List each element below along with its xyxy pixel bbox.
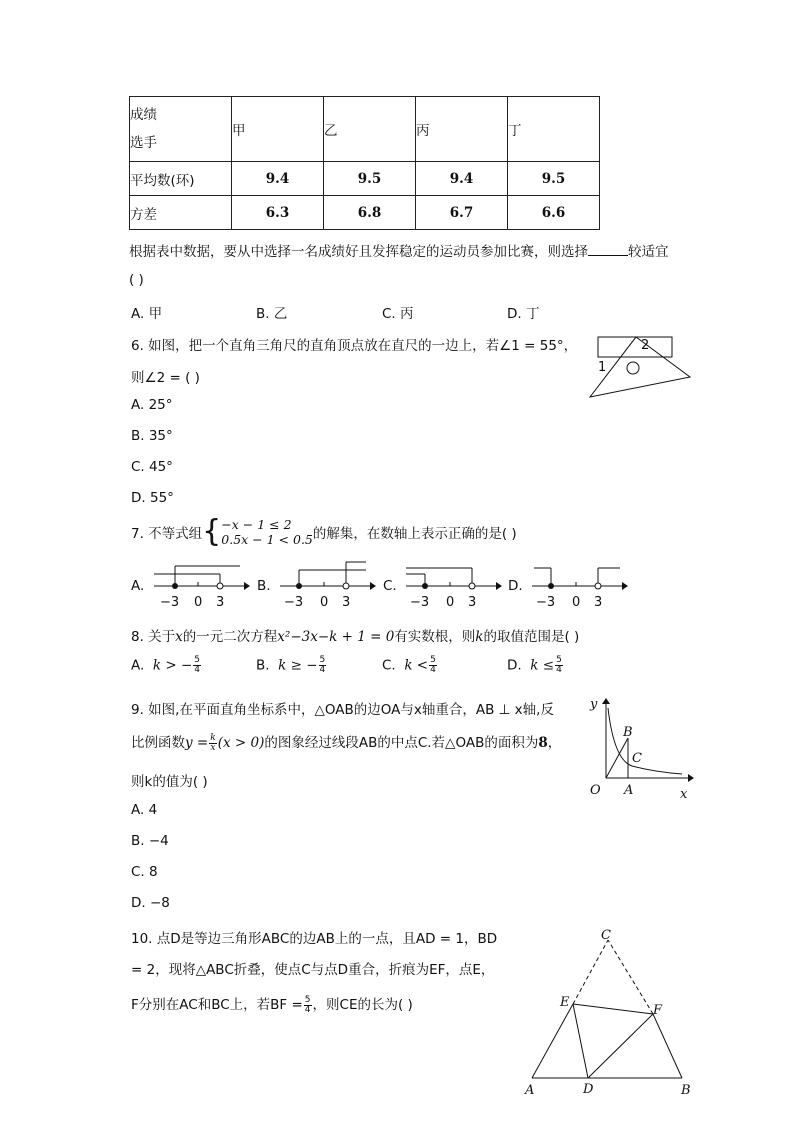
tick-label: 3 bbox=[594, 595, 603, 610]
q8-prefix: 8. 关于 bbox=[131, 629, 176, 645]
q6-figure-ruler-triangle bbox=[586, 334, 692, 400]
option-relation: k > − bbox=[152, 657, 193, 674]
q8-option-c bbox=[382, 656, 438, 675]
number-line-b bbox=[274, 558, 376, 610]
q7-option-a-label: A. bbox=[131, 578, 145, 594]
q10-stem-line2: = 2，现将△ABC折叠，使点C与点D重合，折痕为EF，点E， bbox=[131, 962, 495, 978]
axis-label-x: x bbox=[680, 787, 688, 802]
q7-suffix: 的解集，在数轴上表示正确的是( ) bbox=[312, 526, 517, 542]
q9-option-c: C. 8 bbox=[131, 864, 158, 880]
table-row bbox=[130, 196, 600, 230]
q7-option-d-label: D. bbox=[508, 578, 523, 594]
angle-label-2: 2 bbox=[641, 338, 650, 353]
tick-label: 0 bbox=[572, 595, 581, 610]
q8-mid2: 有实数根，则 bbox=[394, 629, 476, 645]
table-cell: 6.6 bbox=[508, 196, 600, 230]
numerator: k bbox=[210, 732, 216, 743]
option-letter: A. bbox=[131, 657, 145, 674]
number-line-c bbox=[400, 558, 502, 610]
table-row bbox=[130, 162, 600, 196]
q7-prefix: 7. 不等式组 bbox=[131, 526, 203, 542]
var-x: x bbox=[175, 629, 183, 645]
q9-stem-line1: 9. 如图,在平面直角坐标系中，△OAB的边OA与x轴重合，AB ⊥ x轴,反 bbox=[131, 702, 554, 718]
q5-paren: ( ) bbox=[129, 272, 144, 288]
angle-label-1: 1 bbox=[598, 360, 607, 375]
answer-blank bbox=[588, 243, 628, 256]
axis-label-y: y bbox=[590, 697, 598, 712]
point-label-c: C bbox=[601, 928, 611, 943]
q5-option-b: B. 乙 bbox=[256, 306, 288, 322]
row-label-variance: 方差 bbox=[130, 196, 232, 230]
option-relation: k ≤ bbox=[530, 657, 555, 674]
fraction bbox=[193, 656, 201, 675]
tick-label: 0 bbox=[446, 595, 455, 610]
q5-text-end: 较适宜 bbox=[628, 244, 669, 260]
numerator: 5 bbox=[430, 655, 436, 665]
table-corner-cell bbox=[130, 97, 232, 162]
table-cell: 9.5 bbox=[508, 162, 600, 196]
numerator: 5 bbox=[304, 994, 311, 1005]
q5-stem bbox=[129, 240, 669, 260]
tick-label: −3 bbox=[536, 595, 556, 610]
q6-option-c: C. 45° bbox=[131, 459, 173, 475]
inequality-1: −x − 1 ≤ 2 bbox=[221, 517, 292, 532]
table-cell: 9.5 bbox=[324, 162, 416, 196]
point-label-b: B bbox=[623, 725, 633, 740]
inequality-system bbox=[221, 517, 313, 547]
numerator: 5 bbox=[194, 655, 201, 665]
option-relation: k ≥ − bbox=[278, 657, 318, 674]
area-value: 8 bbox=[538, 735, 548, 751]
table-row bbox=[130, 97, 600, 162]
tick-label: −3 bbox=[410, 595, 430, 610]
option-letter: D. bbox=[507, 657, 522, 674]
point-label-d: D bbox=[583, 1082, 594, 1097]
fn-domain: (x > 0) bbox=[217, 735, 265, 751]
triangle-hole bbox=[627, 362, 639, 374]
q9-line2-b: 的图象经过线段AB的中点C.若△OAB的面积为 bbox=[264, 735, 539, 751]
q8-mid: 的一元二次方程 bbox=[182, 629, 278, 645]
q7-option-b-label: B. bbox=[257, 578, 271, 594]
tick-label: 3 bbox=[216, 595, 225, 610]
q9-option-a: A. 4 bbox=[131, 802, 158, 818]
denominator: 4 bbox=[430, 665, 436, 675]
corner-label-score: 成绩 bbox=[130, 107, 157, 123]
q10-figure-triangle bbox=[520, 924, 698, 1100]
brace: { bbox=[202, 514, 222, 549]
q9-option-d: D. −8 bbox=[131, 895, 170, 911]
numerator: 5 bbox=[319, 655, 326, 665]
q10-stem-line1: 10. 点D是等边三角形ABC的边AB上的一点，且AD = 1，BD bbox=[131, 931, 498, 947]
q9-line2-c: ， bbox=[547, 735, 562, 751]
q6-option-b: B. 35° bbox=[131, 428, 173, 444]
q9-stem-line2 bbox=[131, 731, 561, 753]
q8-option-a bbox=[131, 656, 202, 675]
q5-option-d: D. 丁 bbox=[507, 306, 540, 322]
denominator: 4 bbox=[194, 665, 201, 675]
denominator: x bbox=[210, 742, 216, 753]
point-label-f: F bbox=[653, 1003, 663, 1018]
q8-suffix: 的取值范围是( ) bbox=[483, 629, 580, 645]
table-cell: 6.3 bbox=[232, 196, 324, 230]
q6-stem-line1: 6. 如图，把一个直角三角尺的直角顶点放在直尺的一边上，若∠1 = 55°， bbox=[131, 338, 578, 354]
player-header: 乙 bbox=[324, 97, 416, 162]
denominator: 4 bbox=[319, 665, 326, 675]
corner-label-player: 选手 bbox=[130, 135, 157, 151]
player-header: 丙 bbox=[416, 97, 508, 162]
number-line-a bbox=[148, 558, 250, 610]
q9-line2-a: 比例函数 bbox=[131, 735, 185, 751]
table-cell: 6.7 bbox=[416, 196, 508, 230]
q5-option-a: A. 甲 bbox=[131, 306, 163, 322]
q9-figure-coordinate bbox=[584, 694, 694, 804]
point-label-c: C bbox=[632, 751, 642, 766]
denominator: 4 bbox=[304, 1004, 311, 1015]
option-relation: k < bbox=[404, 657, 429, 674]
q8-stem bbox=[131, 625, 579, 645]
point-label-a: A bbox=[624, 783, 634, 798]
var-k: k bbox=[475, 629, 484, 645]
fraction bbox=[429, 656, 437, 675]
table-cell: 9.4 bbox=[416, 162, 508, 196]
option-letter: B. bbox=[256, 657, 270, 674]
option-letter: C. bbox=[382, 657, 396, 674]
q10-stem-line3 bbox=[131, 993, 413, 1015]
fn-y: y = bbox=[185, 735, 209, 751]
ruler-shape bbox=[598, 337, 672, 357]
number-line-d bbox=[526, 558, 628, 610]
point-label-e: E bbox=[560, 995, 570, 1010]
point-label-a: A bbox=[525, 1083, 535, 1098]
q7-stem bbox=[131, 514, 517, 551]
q6-stem-line2: 则∠2 = ( ) bbox=[131, 370, 200, 386]
q9-stem-line3: 则k的值为( ) bbox=[131, 774, 208, 790]
point-label-o: O bbox=[590, 783, 601, 798]
q10-line3-b: ，则CE的长为( ) bbox=[312, 997, 413, 1013]
point-label-b: B bbox=[681, 1083, 691, 1098]
numerator: 5 bbox=[556, 655, 562, 665]
fraction bbox=[304, 996, 312, 1015]
table-cell: 9.4 bbox=[232, 162, 324, 196]
q9-option-b: B. −4 bbox=[131, 833, 169, 849]
tick-label: −3 bbox=[160, 595, 180, 610]
row-label-average: 平均数(环) bbox=[130, 162, 232, 196]
q10-line3-a: F分别在AC和BC上，若BF = bbox=[131, 997, 303, 1013]
denominator: 4 bbox=[556, 665, 562, 675]
player-header: 甲 bbox=[232, 97, 324, 162]
tick-label: 0 bbox=[320, 595, 329, 610]
tick-label: 3 bbox=[468, 595, 477, 610]
fraction bbox=[555, 656, 563, 675]
q8-equation: x²−3x−k + 1 = 0 bbox=[277, 629, 395, 645]
tick-label: 0 bbox=[194, 595, 203, 610]
score-table bbox=[129, 96, 600, 230]
q7-option-c-label: C. bbox=[383, 578, 397, 594]
player-header: 丁 bbox=[508, 97, 600, 162]
q5-text: 根据表中数据，要从中选择一名成绩好且发挥稳定的运动员参加比赛，则选择 bbox=[129, 244, 588, 260]
tick-label: −3 bbox=[284, 595, 304, 610]
fraction bbox=[319, 656, 327, 675]
q6-option-d: D. 55° bbox=[131, 490, 174, 506]
q8-option-d bbox=[507, 656, 564, 675]
q6-option-a: A. 25° bbox=[131, 397, 173, 413]
q8-option-b bbox=[256, 656, 327, 675]
inequality-2: 0.5x − 1 < 0.5 bbox=[221, 532, 313, 547]
tick-label: 3 bbox=[342, 595, 351, 610]
table-cell: 6.8 bbox=[324, 196, 416, 230]
fraction bbox=[209, 734, 216, 753]
q5-option-c: C. 丙 bbox=[382, 306, 414, 322]
